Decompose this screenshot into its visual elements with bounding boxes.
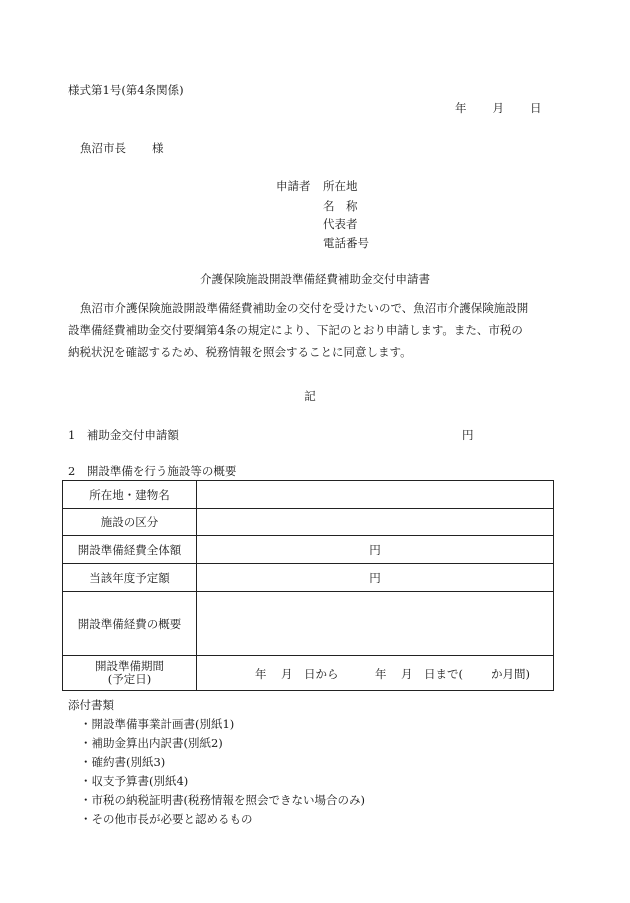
body-line-1: 魚沼市介護保険施設開設準備経費補助金の交付を受けたいので、魚沼市介護保険施設開 [80,301,529,315]
period-label-line1: 開設準備期間 [95,659,164,673]
table-row [63,509,554,536]
table-row [63,564,554,592]
period-from-month: 月 [281,667,293,681]
period-label-line2: (予定日) [107,672,152,686]
list-item: ・ 補助金算出内訳書(別紙2) [80,734,365,753]
applicant-representative-label: 代表者 [323,217,358,231]
row-label: 開設準備経費の概要 [63,592,197,656]
list-item: ・ その他市長が必要と認めるもの [80,810,365,829]
document-title: 介護保険施設開設準備経費補助金交付申請書 [200,272,430,286]
date-year: 年 [455,101,467,115]
body-line-3: 納税状況を確認するため、税務情報を照会することに同意します。 [68,345,412,359]
list-item: ・ 確約書(別紙3) [80,753,365,772]
row-label: 施設の区分 [63,509,197,536]
applicant-name-label: 名 称 [323,199,358,213]
date-month: 月 [492,101,504,115]
addressee-name: 魚沼市長 [80,141,126,155]
ki-heading: 記 [304,389,316,403]
row-label: 所在地・建物名 [63,481,197,509]
row-value[interactable]: 円 [197,564,554,592]
date-day: 日 [530,101,542,115]
applicant-address-label: 所在地 [323,179,358,193]
form-number: 様式第1号(第4条関係) [68,83,184,97]
row-label: 開設準備経費全体額 [63,536,197,564]
period-value[interactable] [197,656,554,691]
table-row [63,592,554,656]
period-from-day: 日から [304,667,339,681]
body-text [68,297,568,363]
list-item: ・ 収支予算書(別紙4) [80,772,365,791]
item2-label: 2 開設準備を行う施設等の概要 [68,464,237,478]
item1-unit: 円 [462,428,474,442]
row-label: 当該年度予定額 [63,564,197,592]
list-item: ・ 市税の納税証明書(税務情報を照会できない場合のみ) [80,791,365,810]
period-from-year: 年 [255,667,267,681]
table-row [63,481,554,509]
period-to-month: 月 [401,667,413,681]
list-item: ・ 開設準備事業計画書(別紙1) [80,715,365,734]
table-row [63,656,554,691]
row-value[interactable] [197,592,554,656]
attachments-title: 添付書類 [68,698,114,712]
row-value[interactable] [197,481,554,509]
row-value[interactable] [197,509,554,536]
period-label [63,656,197,691]
addressee-honorific: 様 [152,141,164,155]
addressee [80,140,164,156]
period-to-year: 年 [375,667,387,681]
attachments-list [80,715,365,829]
table-row [63,536,554,564]
applicant-phone-label: 電話番号 [323,236,369,250]
row-value[interactable]: 円 [197,536,554,564]
period-to-day: 日まで( [424,667,463,681]
overview-table [62,480,554,691]
body-line-2: 設準備経費補助金交付要綱第4条の規定により、下記のとおり申請します。また、市税の [68,323,523,337]
period-months: か月間) [491,667,530,681]
item1-label: 1 補助金交付申請額 [68,428,179,442]
applicant-label: 申請者 [276,179,311,193]
date-line [455,100,542,116]
